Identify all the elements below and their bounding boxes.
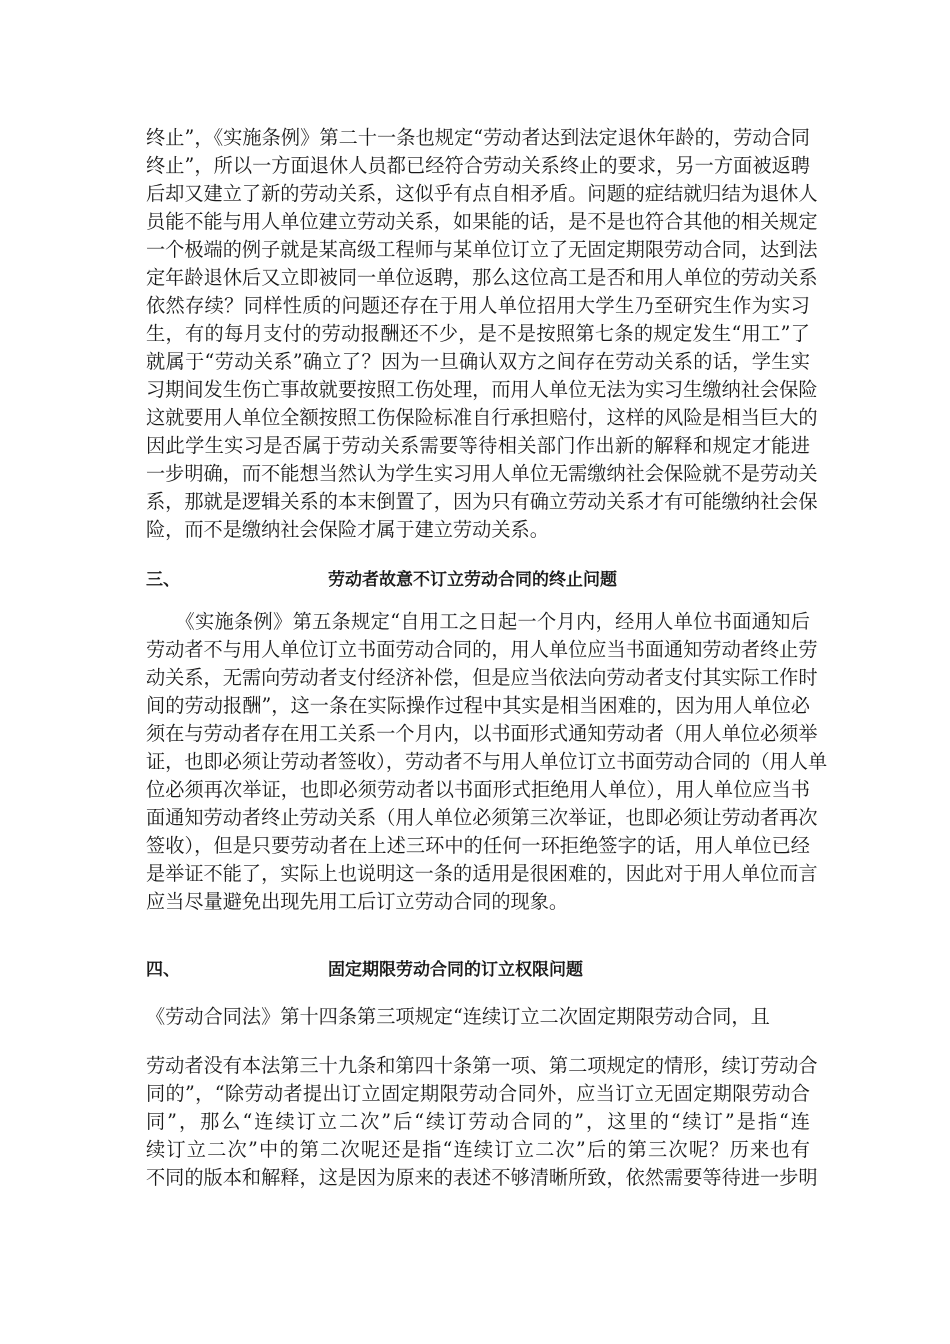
section-heading-3 (146, 566, 810, 594)
section-number: 四、 (146, 960, 180, 980)
text-line: 应当尽量避免出现先用工后订立劳动合同的现象。 (146, 890, 569, 913)
text-line: 劳动者没有本法第三十九条和第四十条第一项、第二项规定的情形，续订劳动合 (146, 1054, 818, 1077)
text-line: 终止”，《实施条例》第二十一条也规定“劳动者达到法定退休年龄的，劳动合同 (146, 126, 810, 149)
section-4-intro: 《劳动合同法》第十四条第三项规定“连续订立二次固定期限劳动合同，且 (146, 1005, 770, 1028)
text-line: 一个极端的例子就是某高级工程师与某单位订立了无固定期限劳动合同，达到法 (146, 238, 818, 261)
text-line: 生，有的每月支付的劳动报酬还不少，是不是按照第七条的规定发生“用工”了 (146, 322, 810, 345)
text-line: 证，也即必须让劳动者签收），劳动者不与用人单位订立书面劳动合同的（用人单 (146, 750, 828, 773)
text-line: 须在与劳动者存在用工关系一个月内，以书面形式通知劳动者（用人单位必须举 (146, 722, 818, 745)
text-line: 习期间发生伤亡事故就要按照工伤处理，而用人单位无法为实习生缴纳社会保险 (146, 378, 818, 401)
text-line: 后却又建立了新的劳动关系，这似乎有点自相矛盾。问题的症结就归结为退休人 (146, 182, 818, 205)
text-line: 不同的版本和解释，这是因为原来的表述不够清晰所致，依然需要等待进一步明 (146, 1166, 818, 1189)
text-line: 员能不能与用人单位建立劳动关系，如果能的话，是不是也符合其他的相关规定 (146, 210, 818, 233)
text-line: 系，那就是逻辑关系的本末倒置了，因为只有确立劳动关系才有可能缴纳社会保 (146, 490, 818, 513)
text-line: 《实施条例》第五条规定“自用工之日起一个月内，经用人单位书面通知后 (146, 610, 810, 633)
text-line: 动关系，无需向劳动者支付经济补偿，但是应当依法向劳动者支付其实际工作时 (146, 666, 818, 689)
text-line: 就属于“劳动关系”确立了？因为一旦确认双方之间存在劳动关系的话，学生实 (146, 350, 810, 373)
section-title: 固定期限劳动合同的订立权限问题 (328, 960, 583, 980)
text-line: 终止”，所以一方面退休人员都已经符合劳动关系终止的要求，另一方面被返聘 (146, 154, 810, 177)
text-line: 一步明确，而不能想当然认为学生实习用人单位无需缴纳社会保险就不是劳动关 (146, 462, 818, 485)
text-line: 这就要用人单位全额按照工伤保险标准自行承担赔付，这样的风险是相当巨大的 (146, 406, 818, 429)
text-line: 签收），但是只要劳动者在上述三环中的任何一环拒绝签字的话，用人单位已经 (146, 834, 810, 857)
text-line: 面通知劳动者终止劳动关系（用人单位必须第三次举证，也即必须让劳动者再次 (146, 806, 818, 829)
text-line: 位必须再次举证，也即必须劳动者以书面形式拒绝用人单位），用人单位应当书 (146, 778, 810, 801)
section-number: 三、 (146, 570, 180, 590)
text-line: 续订立二次”中的第二次呢还是指“连续订立二次”后的第三次呢？历来也有 (146, 1138, 810, 1161)
text-line: 因此学生实习是否属于劳动关系需要等待相关部门作出新的解释和规定才能进 (146, 434, 810, 457)
text-line: 险，而不是缴纳社会保险才属于建立劳动关系。 (146, 518, 549, 541)
section-heading-4 (146, 956, 810, 984)
text-line: 定年龄退休后又立即被同一单位返聘，那么这位高工是否和用人单位的劳动关系 (146, 266, 818, 289)
text-line: 依然存续？同样性质的问题还存在于用人单位招用大学生乃至研究生作为实习 (146, 294, 810, 317)
text-line: 劳动者不与用人单位订立书面劳动合同的，用人单位应当书面通知劳动者终止劳 (146, 638, 818, 661)
section-title: 劳动者故意不订立劳动合同的终止问题 (328, 570, 617, 590)
text-line: 间的劳动报酬”，这一条在实际操作过程中其实是相当困难的，因为用人单位必 (146, 694, 810, 717)
text-line: 同”，那么“连续订立二次”后“续订劳动合同的”，这里的“续订”是指“连 (146, 1110, 810, 1133)
text-line: 是举证不能了，实际上也说明这一条的适用是很困难的，因此对于用人单位而言 (146, 862, 818, 885)
text-line: 同的”，“除劳动者提出订立固定期限劳动合同外，应当订立无固定期限劳动合 (146, 1082, 810, 1105)
